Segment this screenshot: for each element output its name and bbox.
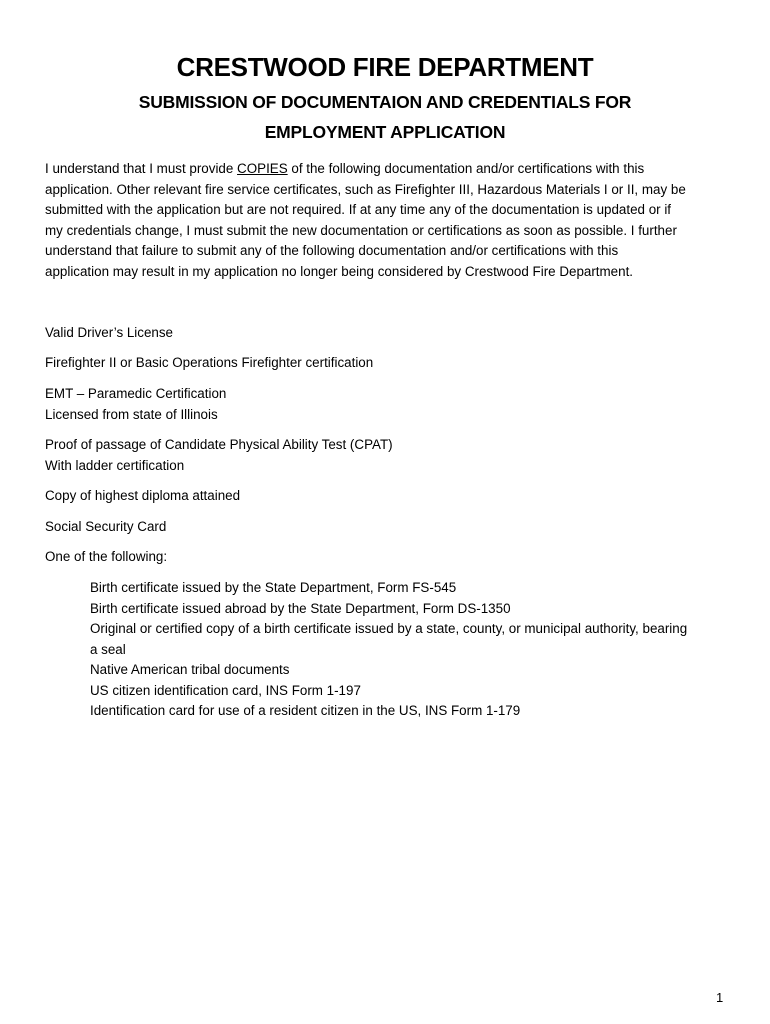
- page-number: 1: [716, 990, 724, 1005]
- intro-line-5: understand that failure to submit any of the following documentation and/or certifications with this: [45, 243, 619, 258]
- list-item: US citizen identification card, INS Form 1-197: [90, 682, 361, 698]
- list-item-line-2: a seal: [90, 641, 126, 657]
- intro-emphasis: COPIES: [237, 161, 288, 176]
- list-item: Native American tribal documents: [90, 662, 290, 677]
- intro-line-4: my credentials change, I must submit the new documentation or certifications as soon as possible. I further: [45, 222, 677, 238]
- list-item: Birth certificate issued by the State Department, Form FS-545: [90, 580, 457, 595]
- intro-lead: I understand that I must provide: [45, 161, 238, 176]
- requirement-diploma: Copy of highest diploma attained: [45, 488, 241, 503]
- intro-paragraph: [45, 159, 745, 282]
- requirement-emt-line-1: EMT – Paramedic Certification: [45, 386, 227, 401]
- requirement-social-security-card: Social Security Card: [45, 519, 167, 534]
- page-title: CRESTWOOD FIRE DEPARTMENT: [176, 52, 594, 82]
- requirement-cpat-line-1: Proof of passage of Candidate Physical Ability Test (CPAT): [45, 437, 393, 452]
- requirement-firefighter-certification: Firefighter II or Basic Operations Firefighter certification: [45, 355, 374, 370]
- intro-line-3: submitted with the application but are not required. If at any time any of the documentation is updated or if: [45, 202, 672, 217]
- requirement-drivers-license: Valid Driver’s License: [45, 325, 174, 340]
- requirement-emt-certification: [45, 384, 226, 425]
- requirement-emt-line-2: Licensed from state of Illinois: [45, 406, 218, 422]
- list-item: Birth certificate issued abroad by the State Department, Form DS-1350: [90, 600, 511, 616]
- one-of-list: [90, 578, 740, 722]
- requirement-one-of-heading: One of the following:: [45, 549, 168, 564]
- list-item-line-1: Original or certified copy of a birth certificate issued by a state, county, or municipal authority, bearing: [90, 621, 688, 636]
- page-subtitle-line-2: EMPLOYMENT APPLICATION: [264, 122, 506, 142]
- list-item: Identification card for use of a resident citizen in the US, INS Form 1-179: [90, 703, 521, 718]
- page-subtitle-line-1: SUBMISSION OF DOCUMENTAION AND CREDENTIALS FOR: [138, 92, 632, 112]
- list-item: [90, 619, 740, 660]
- intro-line-2: application. Other relevant fire service certificates, such as Firefighter III, Hazardous Materials I or II, may be: [45, 181, 686, 197]
- intro-line-1-rest: of the following documentation and/or certifications with this: [287, 161, 645, 176]
- requirement-cpat: [45, 435, 393, 476]
- requirement-cpat-line-2: With ladder certification: [45, 457, 185, 473]
- intro-line-6: application may result in my application no longer being considered by Crestwood Fire Department.: [45, 263, 634, 279]
